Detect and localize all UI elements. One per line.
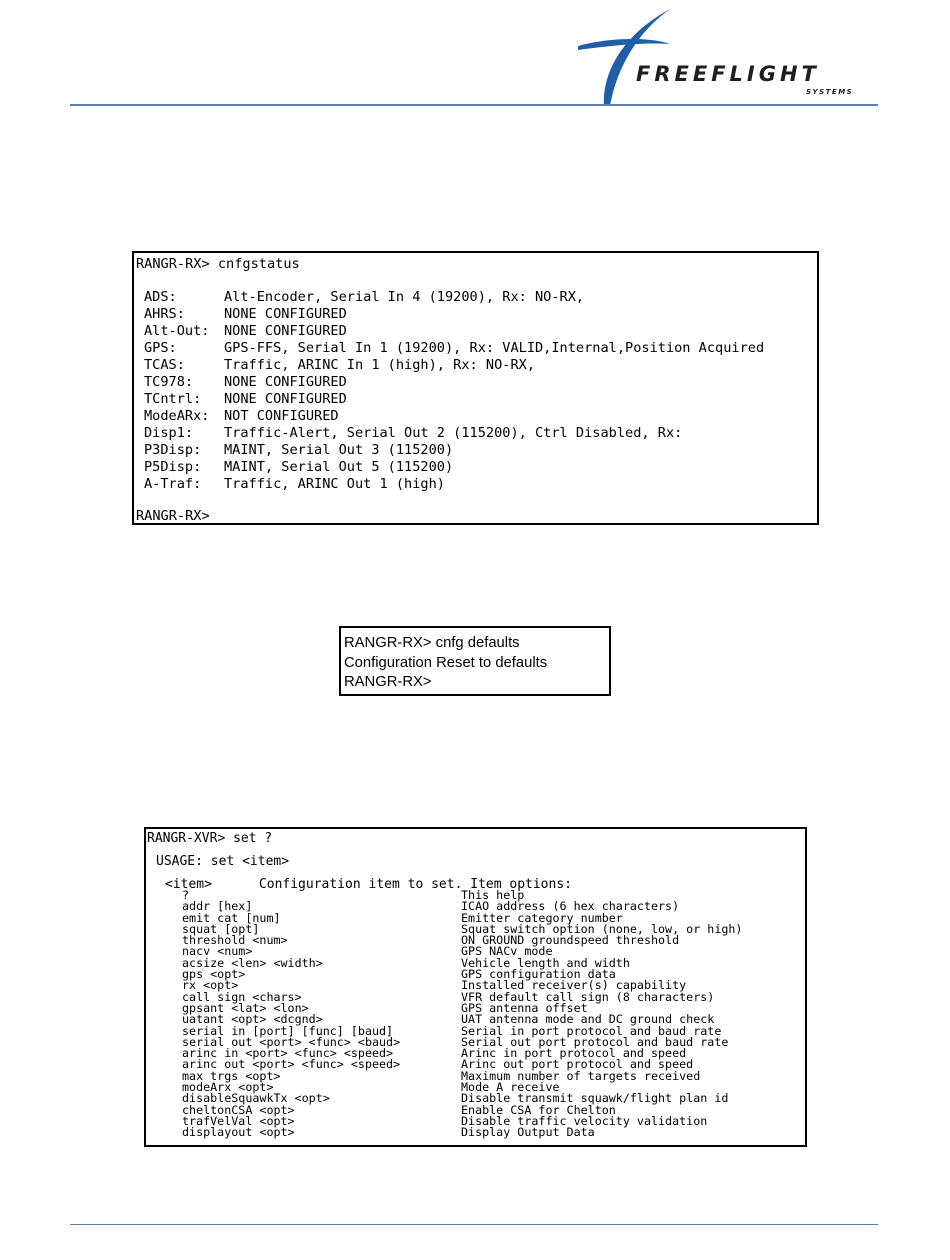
status-value: NONE CONFIGURED [224,306,347,322]
status-row [144,306,814,323]
item-syntax: acsize <len> <width> [182,955,323,970]
footer-divider [70,1224,878,1225]
brand-subtitle: SYSTEMS [806,88,854,96]
item-syntax: rx <opt> [182,978,239,993]
item-description: Disable traffic velocity validation [461,1113,708,1128]
item-syntax: disableSquawkTx <opt> [182,1091,330,1106]
item-description: Display Output Data [461,1125,595,1140]
item-description: Vehicle length and width [461,955,630,970]
item-description: Serial in port protocol and baud rate [461,1023,722,1038]
item-syntax: max trgs <opt> [182,1068,281,1083]
item-description: ICAO address (6 hex characters) [461,899,680,914]
item-syntax: squat [opt] [182,921,260,936]
item-description: GPS configuration data [461,967,616,982]
freeflight-logo [574,6,878,110]
status-value: NOT CONFIGURED [224,408,339,424]
status-label: A-Traf: [144,476,202,492]
item-description: Arinc out port protocol and speed [461,1057,694,1072]
item-syntax: call sign <chars> [182,989,302,1004]
item-description: UAT antenna mode and DC ground check [461,1012,715,1027]
item-syntax: gps <opt> [182,967,246,982]
item-description: Disable transmit squawk/flight plan id [461,1091,729,1106]
item-syntax: serial out <port> <func> <baud> [182,1034,401,1049]
item-syntax: serial in [port] [func] [baud] [182,1023,394,1038]
item-header: <item> Configuration item to set. Item options: [165,877,572,892]
item-syntax: arinc in <port> <func> <speed> [182,1046,394,1061]
status-value: NONE CONFIGURED [224,391,347,407]
status-row [144,340,814,357]
item-description: Squat switch option (none, low, or high) [461,921,743,936]
usage-line: USAGE: set <item> [156,854,290,869]
brand-name: FREEFLIGHT [636,62,820,86]
status-value: NONE CONFIGURED [224,323,347,339]
item-syntax: trafVelVal <opt> [182,1113,295,1128]
item-syntax: modeArx <opt> [182,1080,274,1095]
status-row [144,374,814,391]
item-syntax: nacv <num> [182,944,253,959]
prompt-line: RANGR-RX> cnfgstatus [136,256,300,272]
item-syntax: emit cat [num] [182,910,281,925]
item-description: Arinc in port protocol and speed [461,1046,687,1061]
item-description: Mode A receive [461,1080,560,1095]
prompt-line: RANGR-XVR> set ? [147,831,273,846]
status-row [144,459,814,476]
status-row [144,357,814,374]
item-syntax: cheltonCSA <opt> [182,1102,295,1117]
terminal-cnfgstatus [132,251,819,525]
item-syntax: arinc out <port> <func> <speed> [182,1057,401,1072]
item-syntax: threshold <num> [182,933,288,948]
status-row [144,408,814,425]
status-row [144,476,814,493]
status-label: AHRS: [144,306,185,322]
status-label: P3Disp: [144,442,202,458]
status-label: TCAS: [144,357,185,373]
status-value: NONE CONFIGURED [224,374,347,390]
item-description: Enable CSA for Chelton [461,1102,616,1117]
status-label: GPS: [144,340,177,356]
status-value: MAINT, Serial Out 3 (115200) [224,442,454,458]
item-syntax: displayout <opt> [182,1125,295,1140]
item-syntax: ? [182,888,190,902]
item-description: GPS antenna offset [461,1000,588,1015]
item-description: Maximum number of targets received [461,1068,701,1083]
status-label: P5Disp: [144,459,202,475]
status-row [144,442,814,459]
status-value: GPS-FFS, Serial In 1 (19200), Rx: VALID,Internal,Position Acquired [224,340,765,356]
status-label: Alt-Out: [144,323,210,339]
item-description: Installed receiver(s) capability [461,978,687,993]
status-row [144,391,814,408]
status-value: Traffic-Alert, Serial Out 2 (115200), Ctrl Disabled, Rx: [224,425,683,441]
status-row [144,425,814,442]
status-label: Disp1: [144,425,194,441]
status-label: TC978: [144,374,194,390]
status-row [144,289,814,306]
status-value: Traffic, ARINC In 1 (high), Rx: NO-RX, [224,357,535,373]
status-row [144,323,814,340]
status-value: MAINT, Serial Out 5 (115200) [224,459,454,475]
command-line: RANGR-RX> cnfg defaults [344,635,520,651]
header-divider [70,104,878,106]
item-syntax: uatant <opt> <dcgnd> [182,1012,323,1027]
item-description: VFR default call sign (8 characters) [461,989,715,1004]
status-value: Alt-Encoder, Serial In 4 (19200), Rx: NO-RX, [224,289,585,305]
terminal-cnfg-defaults [339,626,611,696]
item-description: ON GROUND groundspeed threshold [461,933,680,948]
status-label: TCntrl: [144,391,202,407]
terminal-set-help [144,827,807,1147]
status-value: Traffic, ARINC Out 1 (high) [224,476,445,492]
item-description: Serial out port protocol and baud rate [461,1034,729,1049]
status-label: ADS: [144,289,177,305]
output-line: Configuration Reset to defaults [344,654,548,671]
end-prompt: RANGR-RX> [136,508,210,524]
item-syntax: addr [hex] [182,899,253,914]
item-description: This help [461,888,525,902]
item-description: GPS NACv mode [461,944,553,959]
item-syntax: gpsant <lat> <lon> [182,1000,309,1015]
end-prompt: RANGR-RX> [344,674,432,690]
status-label: ModeARx: [144,408,210,424]
item-description: Emitter category number [461,910,623,925]
